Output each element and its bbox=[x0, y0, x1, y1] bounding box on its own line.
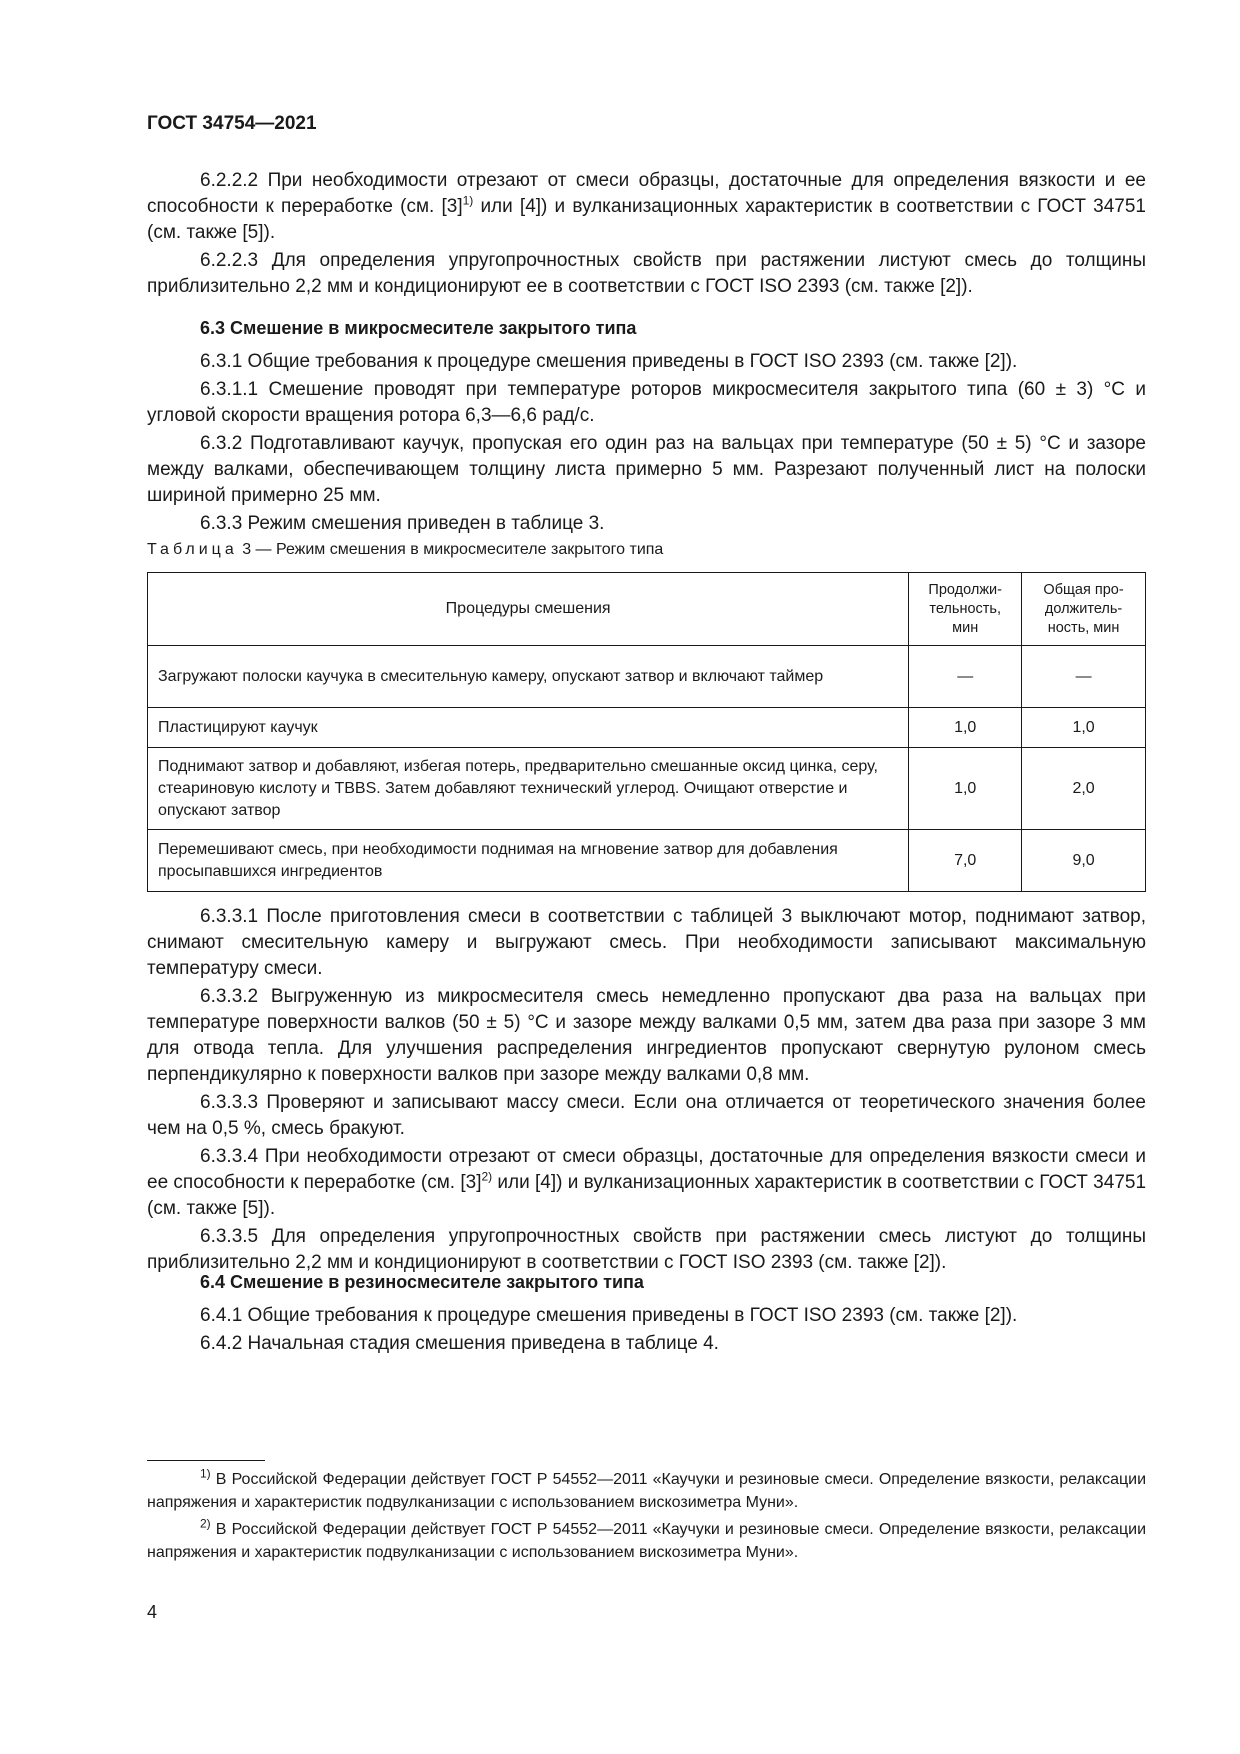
header-procedures: Процедуры смешения bbox=[148, 573, 909, 646]
paragraph-6-2-2-2: 6.2.2.2 При необходимости отрезают от смеси образцы, достаточные для определения вязкости и ее способности к переработке (см. $[3]^{1)}$ или [4]) и вулканизационных характеристик в соответствии с ГОСТ 34751 (см. также [5]). bbox=[147, 170, 1146, 243]
paragraph-6-3-3-2: 6.3.3.2 Выгруженную из микросмесителя смесь немедленно пропускают два раза на вальцах при температуре поверхности валков (50 ± 5) °С и зазоре между валками 0,5 мм, затем два раза при зазоре 3 мм для отвода тепла. Для улучшения распределения ингредиентов пропускают свернутую рулоном смесь перпендикулярно к поверхности валков при зазоре между валками 0,8 мм. bbox=[147, 986, 1146, 1085]
section-6-4 bbox=[147, 1269, 1146, 1357]
paragraph-6-3-1-1: 6.3.1.1 Смешение проводят при температуре роторов микросмесителя закрытого типа (60 ± 3) °С и угловой скорости вращения ротора 6,3—6,6 рад/с. bbox=[147, 379, 1146, 426]
paragraph-6-3-1: 6.3.1 Общие требования к процедуре смешения приведены в ГОСТ ISO 2393 (см. также [2]). bbox=[200, 351, 1018, 372]
footnote-ref-1: 1) bbox=[462, 193, 474, 208]
header-duration: Продолжи-тельность, мин bbox=[909, 573, 1022, 646]
footnote-1: $^{1)}$ В Российской Федерации действует ГОСТ Р 54552—2011 «Каучуки и резиновые смеси. Определение вязкости, релаксации напряжения и характеристик подвулканизации с использованием вискозиметра Муни». bbox=[147, 1466, 1146, 1511]
table-row: Поднимают затвор и добавляют, избегая потерь, предварительно смешанные оксид цинка, серу, стеариновую кислоту и TBBS. Затем добавляют технический углерод. Очищают отверстие и опускают затвор 1,0 2,0 bbox=[148, 748, 1146, 830]
section-6-3-3 bbox=[147, 904, 1146, 1276]
paragraph-6-3-3-5: 6.3.3.5 Для определения упругопрочностных свойств при растяжении смесь листуют до толщины приблизительно 2,2 мм и кондиционируют в соответствии с ГОСТ ISO 2393 (см. также [2]). bbox=[147, 1226, 1146, 1273]
paragraph-6-3-3: 6.3.3 Режим смешения приведен в таблице 3. bbox=[200, 513, 605, 534]
section-6-2-2 bbox=[147, 168, 1146, 300]
table-header-row bbox=[148, 573, 1146, 646]
section-6-3 bbox=[147, 315, 1146, 537]
paragraph-6-3-3-1: 6.3.3.1 После приготовления смеси в соответствии с таблицей 3 выключают мотор, поднимают затвор, снимают смесительную камеру и выгружают смесь. При необходимости записывают максимальную температуру смеси. bbox=[147, 906, 1146, 979]
document-code-header: ГОСТ 34754—2021 bbox=[147, 113, 317, 134]
footnote-ref-2: 2) bbox=[481, 1169, 493, 1184]
page-number: 4 bbox=[147, 1602, 158, 1622]
paragraph-6-4-2: 6.4.2 Начальная стадия смешения приведена в таблице 4. bbox=[200, 1333, 719, 1354]
paragraph-6-3-3-3: 6.3.3.3 Проверяют и записывают массу смеси. Если она отличается от теоретического значения более чем на 0,5 %, смесь бракуют. bbox=[147, 1092, 1146, 1139]
table-3 bbox=[147, 572, 1146, 892]
table-row: Загружают полоски каучука в смесительную камеру, опускают затвор и включают таймер — — bbox=[148, 646, 1146, 708]
paragraph-6-2-2-3: 6.2.2.3 Для определения упругопрочностных свойств при растяжении листуют смесь до толщины приблизительно 2,2 мм и кондиционируют ее в соответствии с ГОСТ ISO 2393 (см. также [2]). bbox=[147, 250, 1146, 297]
footnotes bbox=[147, 1468, 1146, 1564]
footnote-separator bbox=[147, 1460, 265, 1461]
footnote-2: $^{2)}$ В Российской Федерации действует ГОСТ Р 54552—2011 «Каучуки и резиновые смеси. Определение вязкости, релаксации напряжения и характеристик подвулканизации с использованием вискозиметра Муни». bbox=[147, 1516, 1146, 1561]
table-3-caption: Таблица 3 — Режим смешения в микросмесителе закрытого типа bbox=[147, 541, 664, 558]
heading-6-4: 6.4 Смешение в резиносмесителе закрытого типа bbox=[200, 1272, 644, 1292]
table-row: Перемешивают смесь, при необходимости поднимая на мгновение затвор для добавления просыпавшихся ингредиентов 7,0 9,0 bbox=[148, 830, 1146, 892]
table-row: Пластицируют каучук 1,0 1,0 bbox=[148, 708, 1146, 748]
header-total-duration: Общая про-должитель-ность, мин bbox=[1022, 573, 1146, 646]
heading-6-3: 6.3 Смешение в микросмесителе закрытого типа bbox=[200, 318, 637, 338]
paragraph-6-3-3-4: 6.3.3.4 При необходимости отрезают от смеси образцы, достаточные для определения вязкости смеси и ее способности к переработке (см. $[3]^{2)}$ или [4]) и вулканизационных характеристик в соответствии с ГОСТ 34751 (см. также [5]). bbox=[147, 1146, 1147, 1219]
paragraph-6-3-2: 6.3.2 Подготавливают каучук, пропуская его один раз на вальцах при температуре (50 ± 5) °С и зазоре между валками, обеспечивающем толщину листа примерно 5 мм. Разрезают полученный лист на полоски шириной примерно 25 мм. bbox=[147, 433, 1146, 506]
paragraph-6-4-1: 6.4.1 Общие требования к процедуре смешения приведены в ГОСТ ISO 2393 (см. также [2]). bbox=[200, 1305, 1018, 1326]
